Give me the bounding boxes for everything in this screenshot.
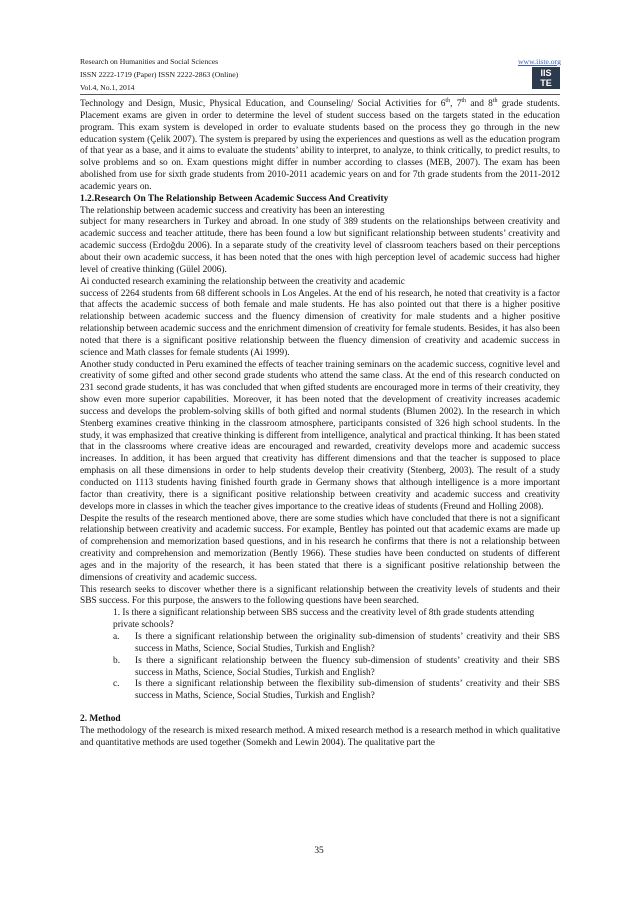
sub-question-letter: c. bbox=[113, 679, 120, 690]
volume-line: Vol.4, No.1, 2014 bbox=[80, 83, 135, 92]
sub-question-text: Is there a significant relationship between the flexibility sub-dimension of students’ creativity and their SBS success in Maths, Science, Social Studies, Turkish and English? bbox=[135, 679, 560, 702]
sub-question-c bbox=[113, 679, 560, 703]
sub-question-letter: b. bbox=[113, 655, 121, 666]
sub-question-b bbox=[113, 656, 560, 680]
paragraph-5: This research seeks to discover whether there is a significant relationship between the creativity levels of students and their SBS success. For this purpose, the answers to the following questions have been searched. bbox=[80, 584, 560, 607]
journal-url-link[interactable]: www.iiste.org bbox=[518, 57, 561, 66]
sub-question-a bbox=[113, 632, 560, 656]
intro-paragraph bbox=[80, 99, 560, 194]
intro-sup-2: th bbox=[461, 97, 467, 104]
intro-text-3: and 8 bbox=[466, 99, 493, 109]
paragraph-2: success of 2264 students from 68 different schools in Los Angeles. At the end of his research, he noted that creativity is a factor that affects the academic success of both female and male students. He has also pointed out that there is a higher positive relationship between academic success and the fluency dimension of creativity for male students and a higher positive relationship between academic success and the enrichment dimension of creativity for female students. Besides, it has also been noted that there is a significant positive relationship between the fluency dimension of creativity and academic success in science and Math classes for female students (Ai 1999). bbox=[80, 288, 560, 358]
logo-line-1: IIS bbox=[540, 68, 552, 78]
issn-line: ISSN 2222-1719 (Paper) ISSN 2222-2863 (Online) bbox=[80, 70, 239, 79]
header-divider bbox=[80, 94, 560, 95]
intro-sup-3: th bbox=[492, 97, 498, 104]
logo-line-2: TE bbox=[540, 78, 552, 88]
intro-text-2: , 7 bbox=[450, 99, 462, 109]
method-paragraph: The methodology of the research is mixed research method. A mixed research method is a research method in which qualitative and quantitative methods are used together (Somekh and Lewin 2004). The qualitative part the bbox=[80, 725, 560, 748]
intro-text-1: Technology and Design, Music, Physical Education, and Counseling/ Social Activities for 6 bbox=[80, 99, 446, 109]
article-body bbox=[80, 99, 560, 750]
paragraph-1: subject for many researchers in Turkey and abroad. In one study of 389 students on the relationships between creativity and academic success and teacher attitude, there has been found a low but significant relationship between students’ creativity and academic success (Erdoğdu 2006). In a separate study of the creativity level of classroom teachers based on their perceptions about their own academic success, it has been noted that the ones with high perception level of academic success had higher level of creative thinking (Gülel 2006). bbox=[80, 217, 560, 275]
page-number: 35 bbox=[314, 846, 324, 856]
section-1-2-heading: 1.2.Research On The Relationship Between Academic Success And Creativity bbox=[80, 193, 389, 204]
journal-title: Research on Humanities and Social Sciences bbox=[80, 57, 219, 66]
intro-text-4: grade students. Placement exams are given in order to determine the level of student success based on the targets stated in the education program. This exam system is developed in order to evaluate students based on the process they go through in the new education system (Çelik 2007). The system is prepared by using the experiences and questions as well as the education program of that year as a base, and it aims to evaluate the students’ ability to interpret, to analyze, to think critically, to predict results, to solve problems and so on. Exam questions might differ in number according to classes (MEB, 2007). The exam has been abolished from use for sixth grade students from 2010-2011 academic years on and for 7th grade students from the 2011-2012 academic years on. bbox=[80, 99, 560, 192]
iiste-logo bbox=[532, 67, 560, 89]
research-question-1: 1. Is there a significant relationship between SBS success and the creativity level of 8th grade students attending private schools? bbox=[113, 608, 535, 631]
sub-question-letter: a. bbox=[113, 631, 120, 642]
paragraph-4: Despite the results of the research mentioned above, there are some studies which have concluded that there is not a significant relationship between creativity and academic success. For example, Bentley has pointed out that academic exams are made up of comprehension and memorization based questions, and in his research he confirms that there is not a relationship between creativity and comprehension and memorization (Bently 1966). These studies have been conducted on students of different ages and in the majority of the research, it has been stated that there is a significant positive relationship between the dimensions of creativity and academic success. bbox=[80, 513, 560, 583]
section-2-heading: 2. Method bbox=[80, 714, 121, 725]
paragraph-1-line-1: The relationship between academic success and creativity has been an interesting bbox=[80, 205, 385, 216]
intro-sup-1: th bbox=[445, 97, 451, 104]
paragraph-3: Another study conducted in Peru examined the effects of teacher training seminars on the academic success, cognitive level and creativity of some gifted and other second grade students who attend the same class. At the end of this research conducted on 231 second grade students, it has was concluded that when gifted students are encouraged more in terms of their creativity, they show even more superior capabilities. Moreover, it has been noted that the development of creativity increases academic success and develops the problem-solving skills of both gifted and normal students (Blumen 2002). In the research in which Stenberg examines creative thinking in the classroom atmosphere, participants consisted of 326 high school students. In the study, it was emphasized that creative thinking is different from intelligence, analytical and practical thinking. It has been stated that in the classrooms where creative ideas are encouraged and rewarded, creativity develops more and academic success increases. In addition, it has been argued that creativity has different dimensions and that the teacher is supposed to place emphasis on all these dimensions in order to help students develop their creativity (Stenberg, 2003). The result of a study conducted on 1113 students having finished fourth grade in Germany shows that although intelligence is a more important factor than creativity, there is a significant positive relationship between creativity and academic success and creativity develops more in classes in which the teacher gives importance to the creative ideas of students (Freund and Holling 2008). bbox=[80, 359, 560, 512]
paragraph-2-line-1: Ai conducted research examining the relationship between the creativity and academic bbox=[80, 276, 405, 287]
sub-question-text: Is there a significant relationship between the originality sub-dimension of students’ creativity and their SBS success in Maths, Science, Social Studies, Turkish and English? bbox=[135, 631, 560, 654]
sub-question-text: Is there a significant relationship between the fluency sub-dimension of students’ creativity and their SBS success in Maths, Science, Social Studies, Turkish and English? bbox=[135, 655, 560, 678]
